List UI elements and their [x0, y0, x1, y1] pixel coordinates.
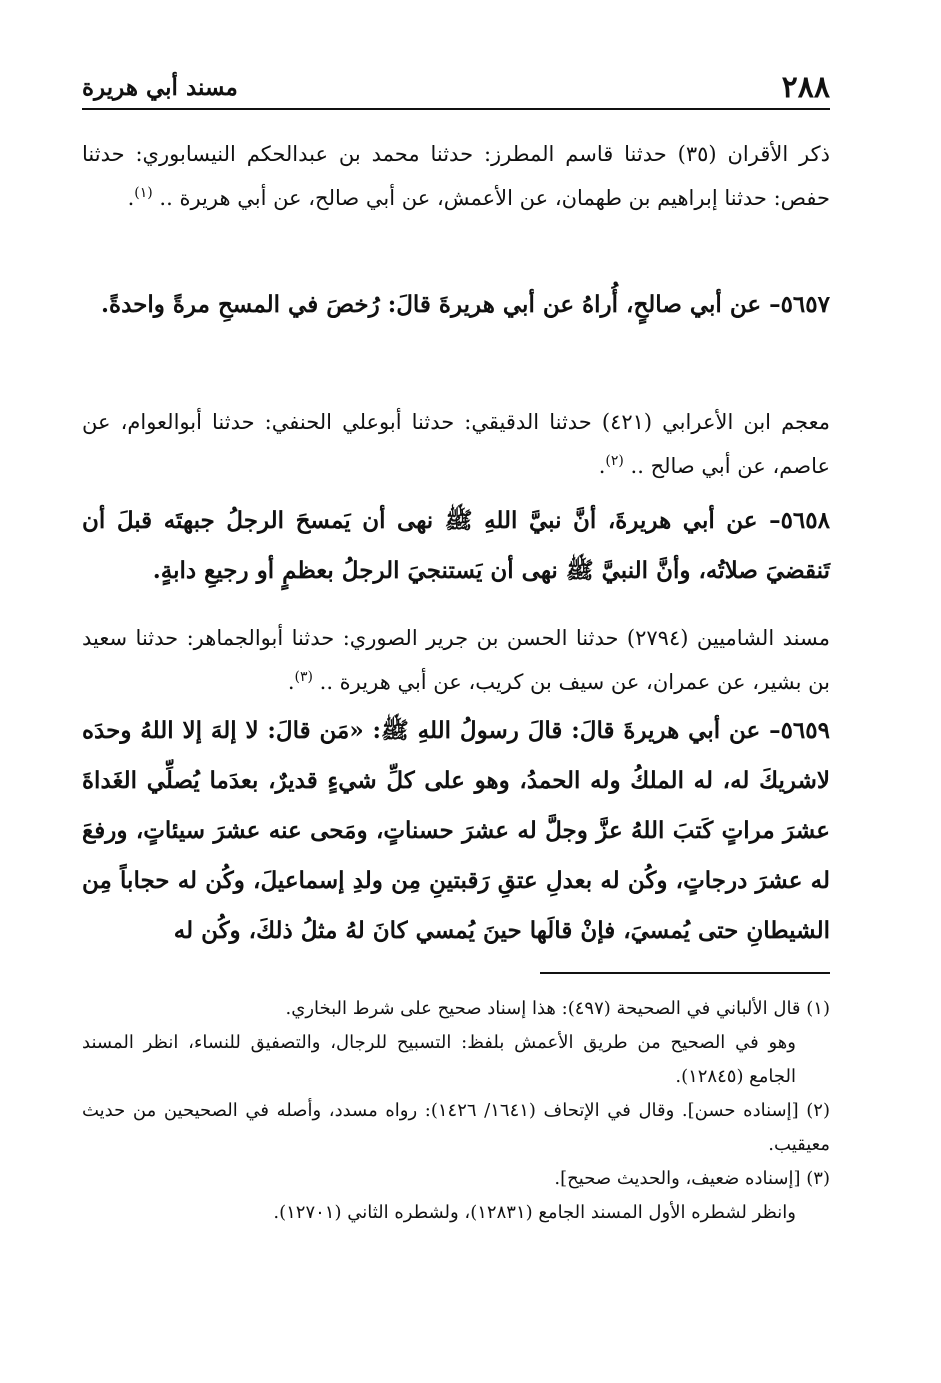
hadith-5659: ٥٦٥٩– عن أبي هريرةَ قالَ: قالَ رسولُ اللهِ ﷺ: «مَن قالَ: لا إلهَ إلا اللهُ وحدَه لاشريكَ له، له الملكُ وله الحمدُ، وهو على كلِّ شيءٍ قديرٌ، بعدَما يُصلِّي الغَداةَ عشرَ مراتٍ كَتبَ اللهُ عزَّ وجلَّ له عشرَ حسناتٍ، ومَحى عنه عشرَ سيئاتٍ، ورفعَ له عشرَ درجاتٍ، وكُن له بعدلِ عتقِ رَقبتينِ مِن ولدِ إسماعيلَ، وكُن له حجاباً مِن الشيطانِ حتى يُمسيَ، فإنْ قالَها حينَ يُمسي كانَ لهُ مثلُ ذلكَ، وكُن له	[82, 717, 830, 944]
footnote-3-continued: وانظر لشطره الأول المسند الجامع (١٢٨٣١)، ولشطره الثاني (١٢٧٠١).	[273, 1202, 796, 1223]
footnotes	[82, 992, 830, 1230]
hadith-5657: ٥٦٥٧– عن أبي صالحٍ، أُراهُ عن أبي هريرةَ قالَ: رُخصَ في المسحِ مرةً واحدةً.	[101, 291, 830, 318]
source-citation-3: مسند الشاميين (٢٧٩٤) حدثنا الحسن بن جرير الصوري: حدثنا أبوالجماهر: حدثنا سعيد بن بشير، عن عمران، عن سيف بن كريب، عن أبي هريرة .. $^{(٣)}$.	[82, 626, 830, 694]
footnote-separator	[540, 972, 830, 974]
footnote-1-continued: وهو في الصحيح من طريق الأعمش بلفظ: التسبيح للرجال، والتصفيق للنساء، انظر المسند الجامع (١٢٨٤٥).	[82, 1032, 796, 1087]
footnote-ref-3: (٣)	[294, 669, 313, 685]
footnote-3: (٣) [إسناده ضعيف، والحديث صحيح].	[554, 1168, 830, 1189]
hadith-5658: ٥٦٥٨– عن أبي هريرةَ، أنَّ نبيَّ اللهِ ﷺ نهى أن يَمسحَ الرجلُ جبهتَه قبلَ أن تَنقضيَ صلاتُه، وأنَّ النبيَّ ﷺ نهى أن يَستنجيَ الرجلُ بعظمٍ أو رجيعِ دابةٍ.	[82, 507, 830, 584]
footnote-ref-2: (٢)	[605, 453, 624, 469]
source-citation-1: ذكر الأقران (٣٥) حدثنا قاسم المطرز: حدثنا محمد بن عبدالحكم النيسابوري: حدثنا حفص: حدثنا إبراهيم بن طهمان، عن الأعمش، عن أبي صالح، عن أبي هريرة .. $^{(١)}$.	[82, 142, 830, 210]
source-citation-2: معجم ابن الأعرابي (٤٢١) حدثنا الدقيقي: حدثنا أبوعلي الحنفي: حدثنا أبوالعوام، عن عاصم، عن أبي صالح .. $^{(٢)}$.	[82, 410, 830, 478]
book-page	[82, 62, 830, 1223]
page-number: ٢٨٨	[781, 70, 830, 105]
footnote-2: (٢) [إسناده حسن]. وقال في الإتحاف (١٦٤١/ ١٤٢٦): رواه مسدد، وأصله في الصحيحين من حديث معيقيب.	[82, 1100, 830, 1155]
running-title: مسند أبي هريرة	[82, 74, 238, 101]
footnote-ref-1: (١)	[134, 185, 153, 201]
page-header	[82, 62, 830, 110]
footnote-1: (١) قال الألباني في الصحيحة (٤٩٧): هذا إسناد صحيح على شرط البخاري.	[285, 998, 830, 1019]
